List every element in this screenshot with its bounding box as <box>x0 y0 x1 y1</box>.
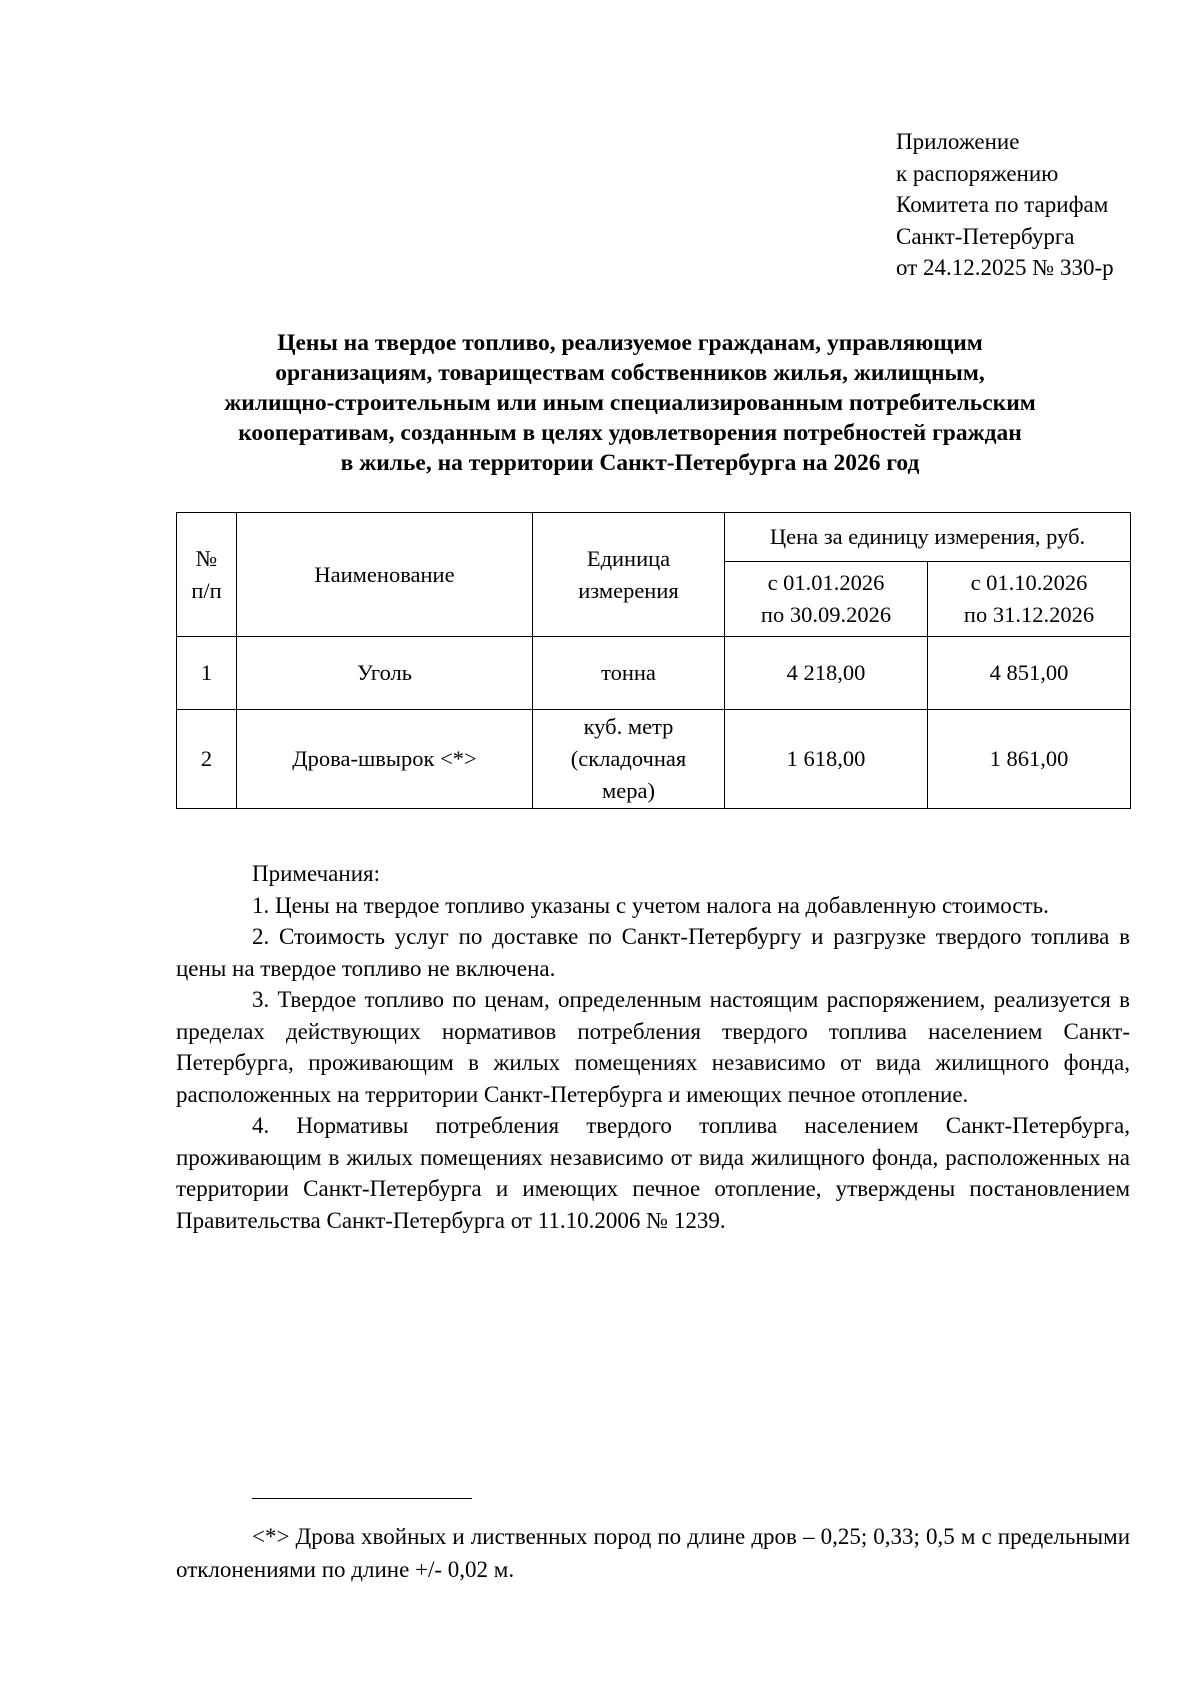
header-name: Наименование <box>237 513 533 637</box>
header-period-2: с 01.10.2026 по 31.12.2026 <box>928 562 1131 637</box>
attachment-line: Комитета по тарифам <box>896 192 1109 217</box>
notes-title: Примечания: <box>252 861 380 886</box>
table-row <box>177 637 1131 710</box>
cell-name: Уголь <box>237 637 533 710</box>
note-item: 1. Цены на твердое топливо указаны с учетом налога на добавленную стоимость. <box>252 892 1049 918</box>
attachment-line: от 24.12.2025 № 330-р <box>896 255 1114 280</box>
notes-section <box>176 858 1130 1236</box>
cell-unit: куб. метр (складочная мера) <box>533 710 725 809</box>
cell-name: Дрова-швырок <*> <box>237 710 533 809</box>
attachment-line: к распоряжению <box>896 160 1059 186</box>
attachment-line: Приложение <box>896 129 1020 154</box>
title-line: кооперативам, созданным в целях удовлетворения потребностей граждан <box>238 420 1022 446</box>
title-line: в жилье, на территории Санкт-Петербурга на 2026 год <box>340 450 920 476</box>
attachment-block <box>896 126 1114 284</box>
table-header-row <box>177 513 1131 562</box>
table-row <box>177 710 1131 809</box>
header-num: № п/п <box>177 513 237 637</box>
cell-price-2: 4 851,00 <box>928 637 1131 710</box>
cell-unit: тонна <box>533 637 725 710</box>
cell-price-2: 1 861,00 <box>928 710 1131 809</box>
header-price-group: Цена за единицу измерения, руб. <box>725 513 1131 562</box>
title-line: организациям, товариществам собственников жилья, жилищным, <box>275 360 985 386</box>
header-period-1: с 01.01.2026 по 30.09.2026 <box>725 562 928 637</box>
title-line: Цены на твердое топливо, реализуемое гражданам, управляющим <box>277 330 983 356</box>
note-item: 3. Твердое топливо по ценам, определенным настоящим распоряжением, реализуется в пределах действующих нормативов потребления твердого топлива населением Санкт-Петербурга, проживающим в жилых помещениях независимо от вида жилищного фонда, расположенных на территории Санкт-Петербурга и имеющих печное отопление. <box>176 987 1130 1107</box>
title-line: жилищно-строительным или иным специализированным потребительским <box>224 390 1036 416</box>
header-unit: Единица измерения <box>533 513 725 637</box>
prices-table <box>176 512 1131 809</box>
cell-price-1: 4 218,00 <box>725 637 928 710</box>
cell-price-1: 1 618,00 <box>725 710 928 809</box>
footnote: <*> Дрова хвойных и лиственных пород по длине дров – 0,25; 0,33; 0,5 м с предельными отклонениями по длине +/- 0,02 м. <box>176 1524 1130 1582</box>
note-item: 2. Стоимость услуг по доставке по Санкт-Петербургу и разгрузке твердого топлива в цены на твердое топливо не включена. <box>176 924 1130 981</box>
note-item: 4. Нормативы потребления твердого топлива населением Санкт-Петербурга, проживающим в жилых помещениях независимо от вида жилищного фонда, расположенных на территории Санкт-Петербурга и имеющих печное отопление, утверждены постановлением Правительства Санкт-Петербурга от 11.10.2006 № 1239. <box>176 1113 1130 1233</box>
document-title <box>170 328 1090 478</box>
attachment-line: Санкт-Петербурга <box>896 223 1075 249</box>
footnote-divider <box>252 1498 472 1499</box>
cell-num: 2 <box>177 710 237 809</box>
cell-num: 1 <box>177 637 237 710</box>
